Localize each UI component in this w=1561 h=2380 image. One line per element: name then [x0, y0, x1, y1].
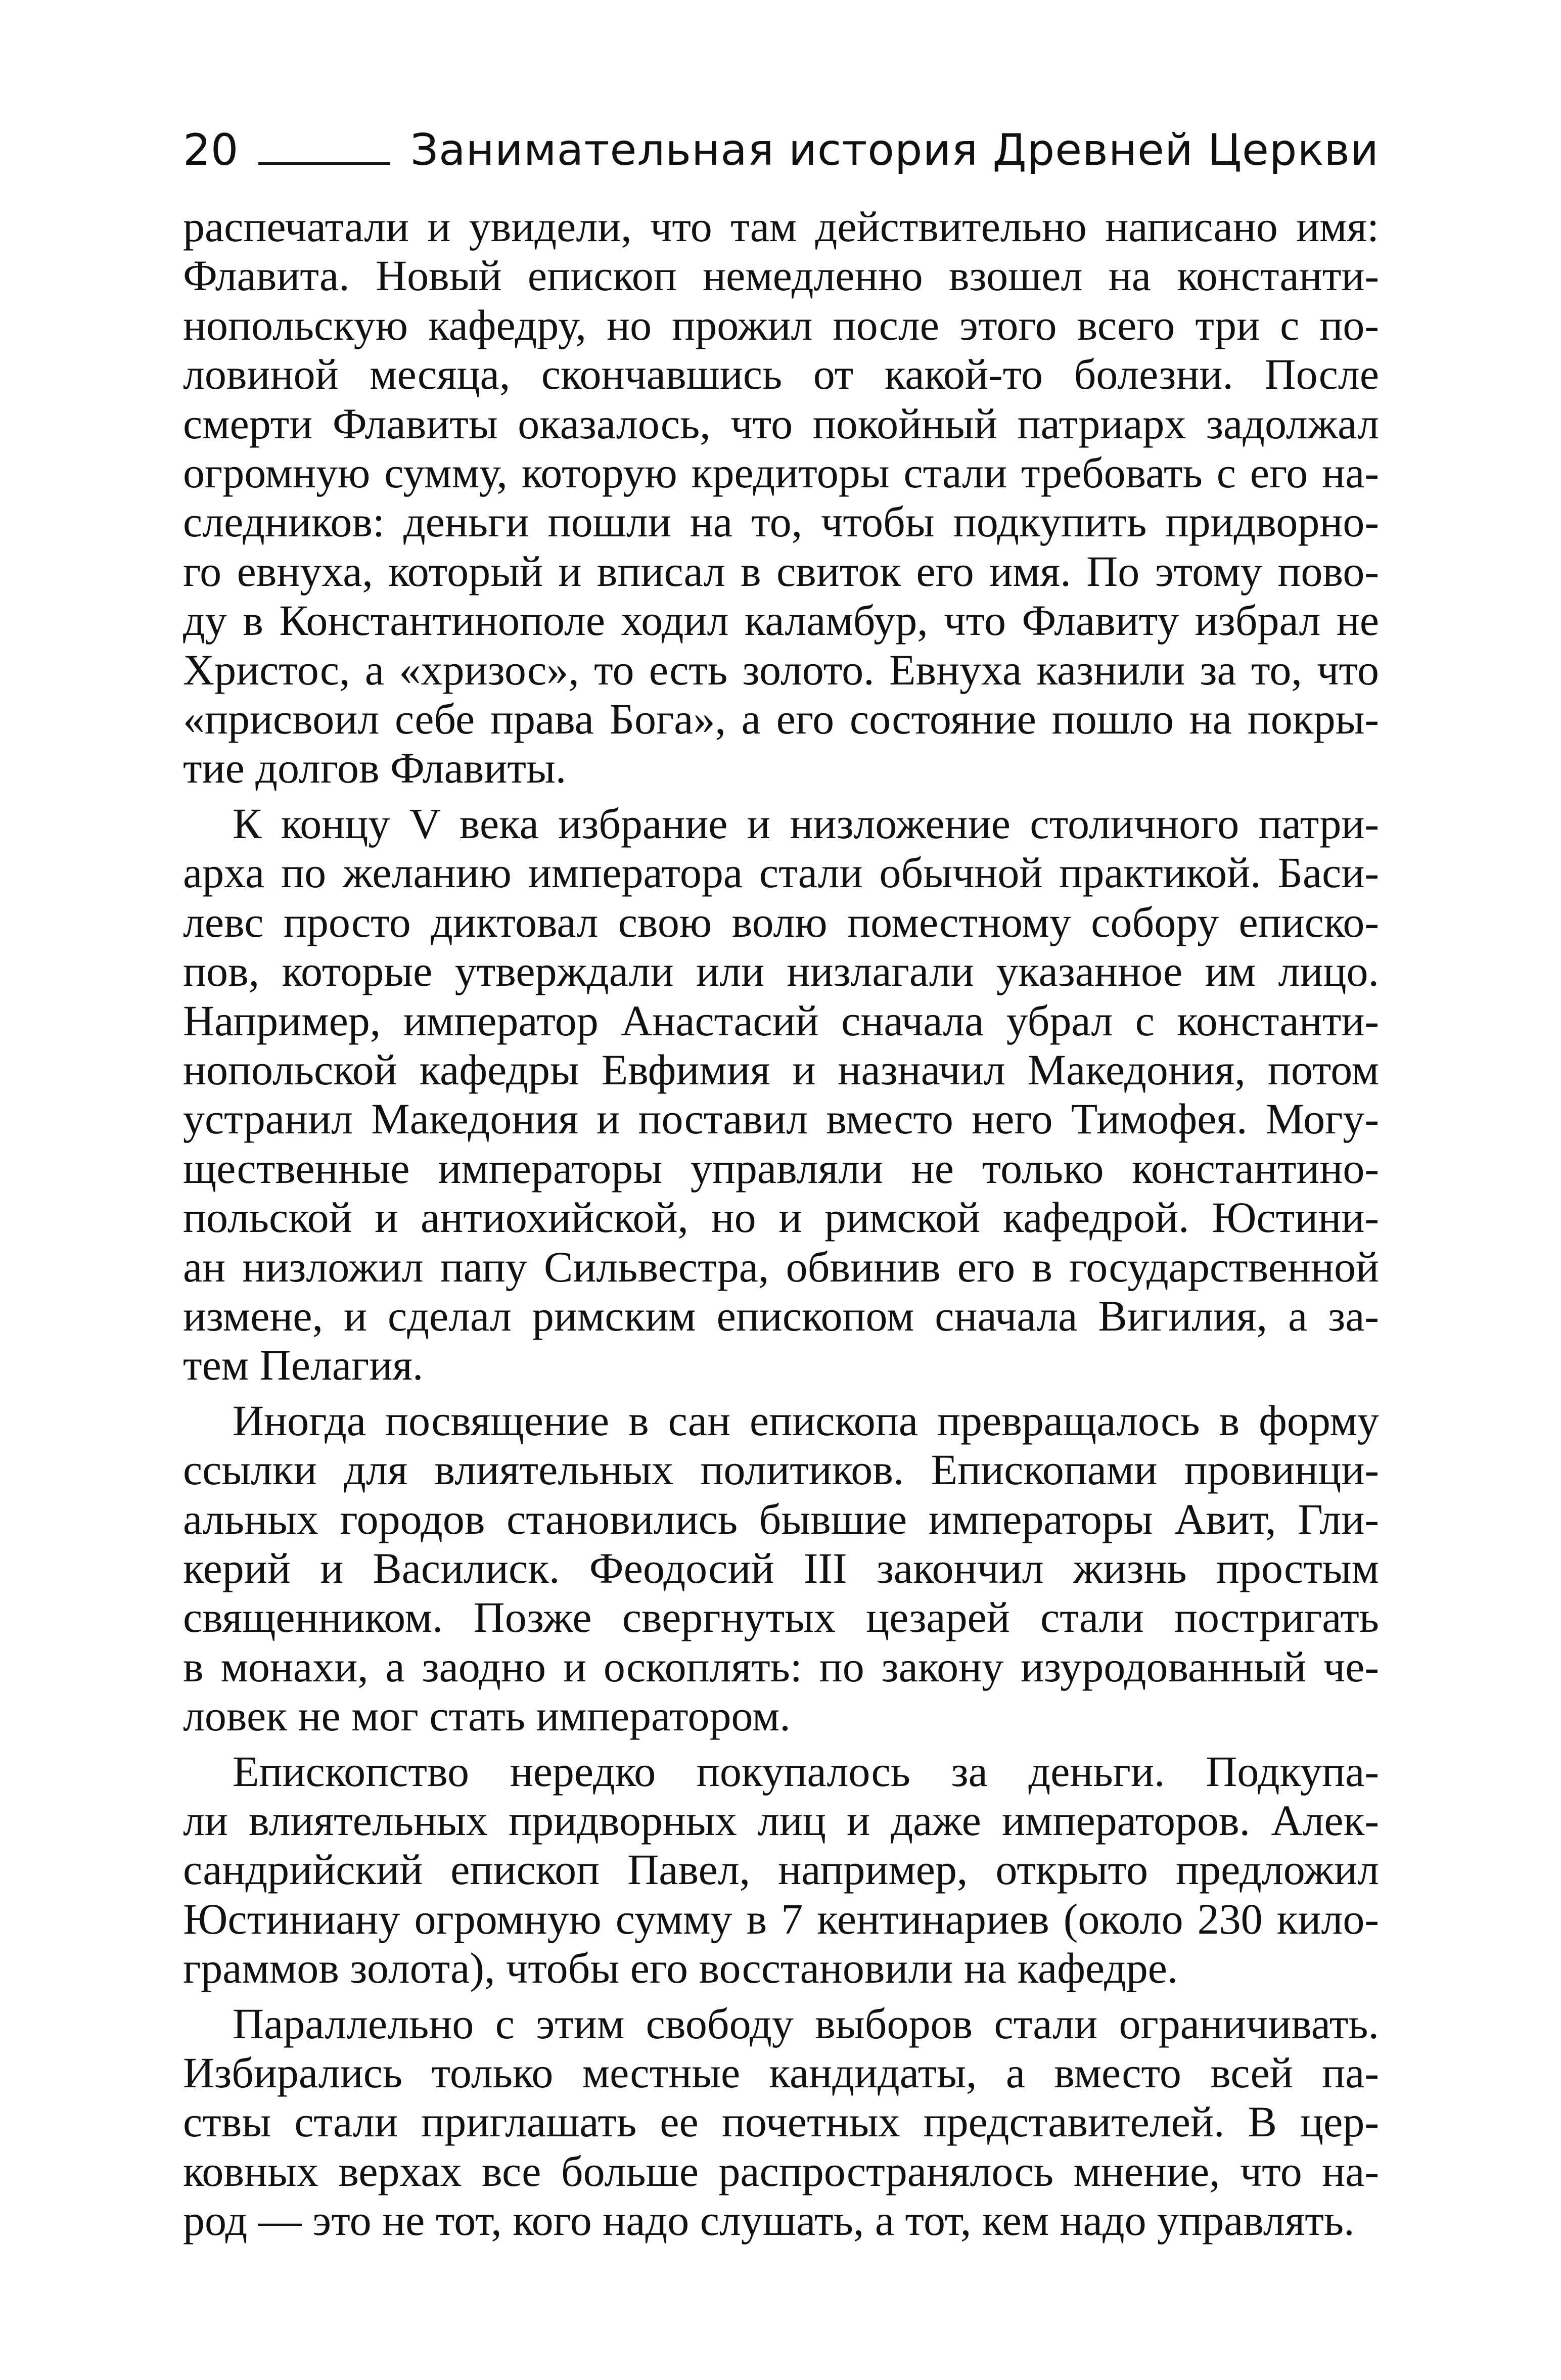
paragraph: [183, 799, 1379, 1390]
text-line: го евнуха, который и вписал в свиток его имя. По этому пово-: [183, 546, 1379, 596]
text-line: «присвоил себе права Бога», а его состояние пошло на покры-: [183, 695, 1379, 744]
text-line: Епископство нередко покупалось за деньги. Подкупа-: [233, 1747, 1379, 1796]
text-line: род — это не тот, кого надо слушать, а тот, кем надо управлять.: [183, 2196, 1355, 2245]
text-line: устранил Македония и поставил вместо него Тимофея. Могу-: [183, 1094, 1379, 1143]
text-line: керий и Василиск. Феодосий III закончил жизнь простым: [183, 1543, 1379, 1592]
text-line: огромную сумму, которую кредиторы стали требовать с его на-: [183, 448, 1379, 497]
text-line: священником. Позже свергнутых цезарей стали постригать: [183, 1593, 1379, 1642]
text-line: Избирались только местные кандидаты, а вместо всей па-: [183, 2048, 1379, 2097]
text-line: ловек не мог стать императором.: [183, 1691, 791, 1741]
text-line: польской и антиохийской, но и римской кафедрой. Юстини-: [183, 1193, 1379, 1242]
text-line: ду в Константинополе ходил каламбур, что Флавиту избрал не: [183, 596, 1379, 645]
text-line: распечатали и увидели, что там действительно написано имя:: [183, 202, 1379, 251]
text-line: Христос, а «хризос», то есть золото. Евнуха казнили за то, что: [183, 645, 1379, 694]
text-line: ли влиятельных придворных лиц и даже императоров. Алек-: [183, 1796, 1379, 1845]
running-header: [183, 116, 1379, 175]
text-line: Флавита. Новый епископ немедленно взошел на константи-: [183, 251, 1379, 300]
text-line: измене, и сделал римским епископом сначала Вигилия, а за-: [183, 1291, 1379, 1340]
text-line: ловиной месяца, скончавшись от какой-то болезни. После: [183, 350, 1379, 399]
text-line: Юстиниану огромную сумму в 7 кентинариев (около 230 кило-: [183, 1894, 1379, 1943]
text-line: сандрийский епископ Павел, например, открыто предложил: [183, 1845, 1379, 1894]
text-line: тие долгов Флавиты.: [183, 744, 567, 793]
text-line: нопольскую кафедру, но прожил после этого всего три с по-: [183, 300, 1379, 349]
text-line: ковных верхах все больше распространялось мнение, что на-: [183, 2146, 1379, 2195]
text-line: ан низложил папу Сильвестра, обвинив его в государственной: [183, 1242, 1379, 1291]
text-line: ствы стали приглашать ее почетных представителей. В цер-: [183, 2097, 1379, 2146]
text-line: Например, император Анастасий сначала убрал с константи-: [183, 996, 1379, 1045]
paragraph: [183, 1396, 1379, 1741]
body-text: [183, 202, 1379, 2246]
header-rule: [258, 162, 390, 165]
text-line: ссылки для влиятельных политиков. Епископами провинци-: [183, 1445, 1379, 1494]
text-line: Иногда посвящение в сан епископа превращалось в форму: [233, 1396, 1379, 1445]
text-line: альных городов становились бывшие императоры Авит, Гли-: [183, 1494, 1379, 1543]
text-line: нопольской кафедры Евфимия и назначил Македония, потом: [183, 1045, 1379, 1094]
text-line: левс просто диктовал свою волю поместному собору еписко-: [183, 897, 1379, 946]
running-title: Занимательная история Древней Церкви: [410, 125, 1379, 175]
paragraph: [183, 1999, 1379, 2246]
text-line: арха по желанию императора стали обычной практикой. Баси-: [183, 848, 1379, 897]
text-line: Параллельно с этим свободу выборов стали ограничивать.: [233, 1999, 1379, 2048]
text-line: следников: деньги пошли на то, чтобы подкупить придворно-: [183, 497, 1379, 546]
paragraph: [183, 1747, 1379, 1993]
page-number: 20: [183, 125, 239, 175]
text-line: в монахи, а заодно и оскоплять: по закону изуродованный че-: [183, 1642, 1379, 1691]
text-line: граммов золота), чтобы его восстановили на кафедре.: [183, 1944, 1178, 1993]
text-line: смерти Флавиты оказалось, что покойный патриарх задолжал: [183, 399, 1379, 448]
text-line: пов, которые утверждали или низлагали указанное им лицо.: [183, 947, 1379, 996]
text-line: К концу V века избрание и низложение столичного патри-: [233, 799, 1379, 848]
paragraph: [183, 202, 1379, 793]
text-line: тем Пелагия.: [183, 1341, 424, 1390]
text-line: щественные императоры управляли не только константино-: [183, 1143, 1379, 1193]
